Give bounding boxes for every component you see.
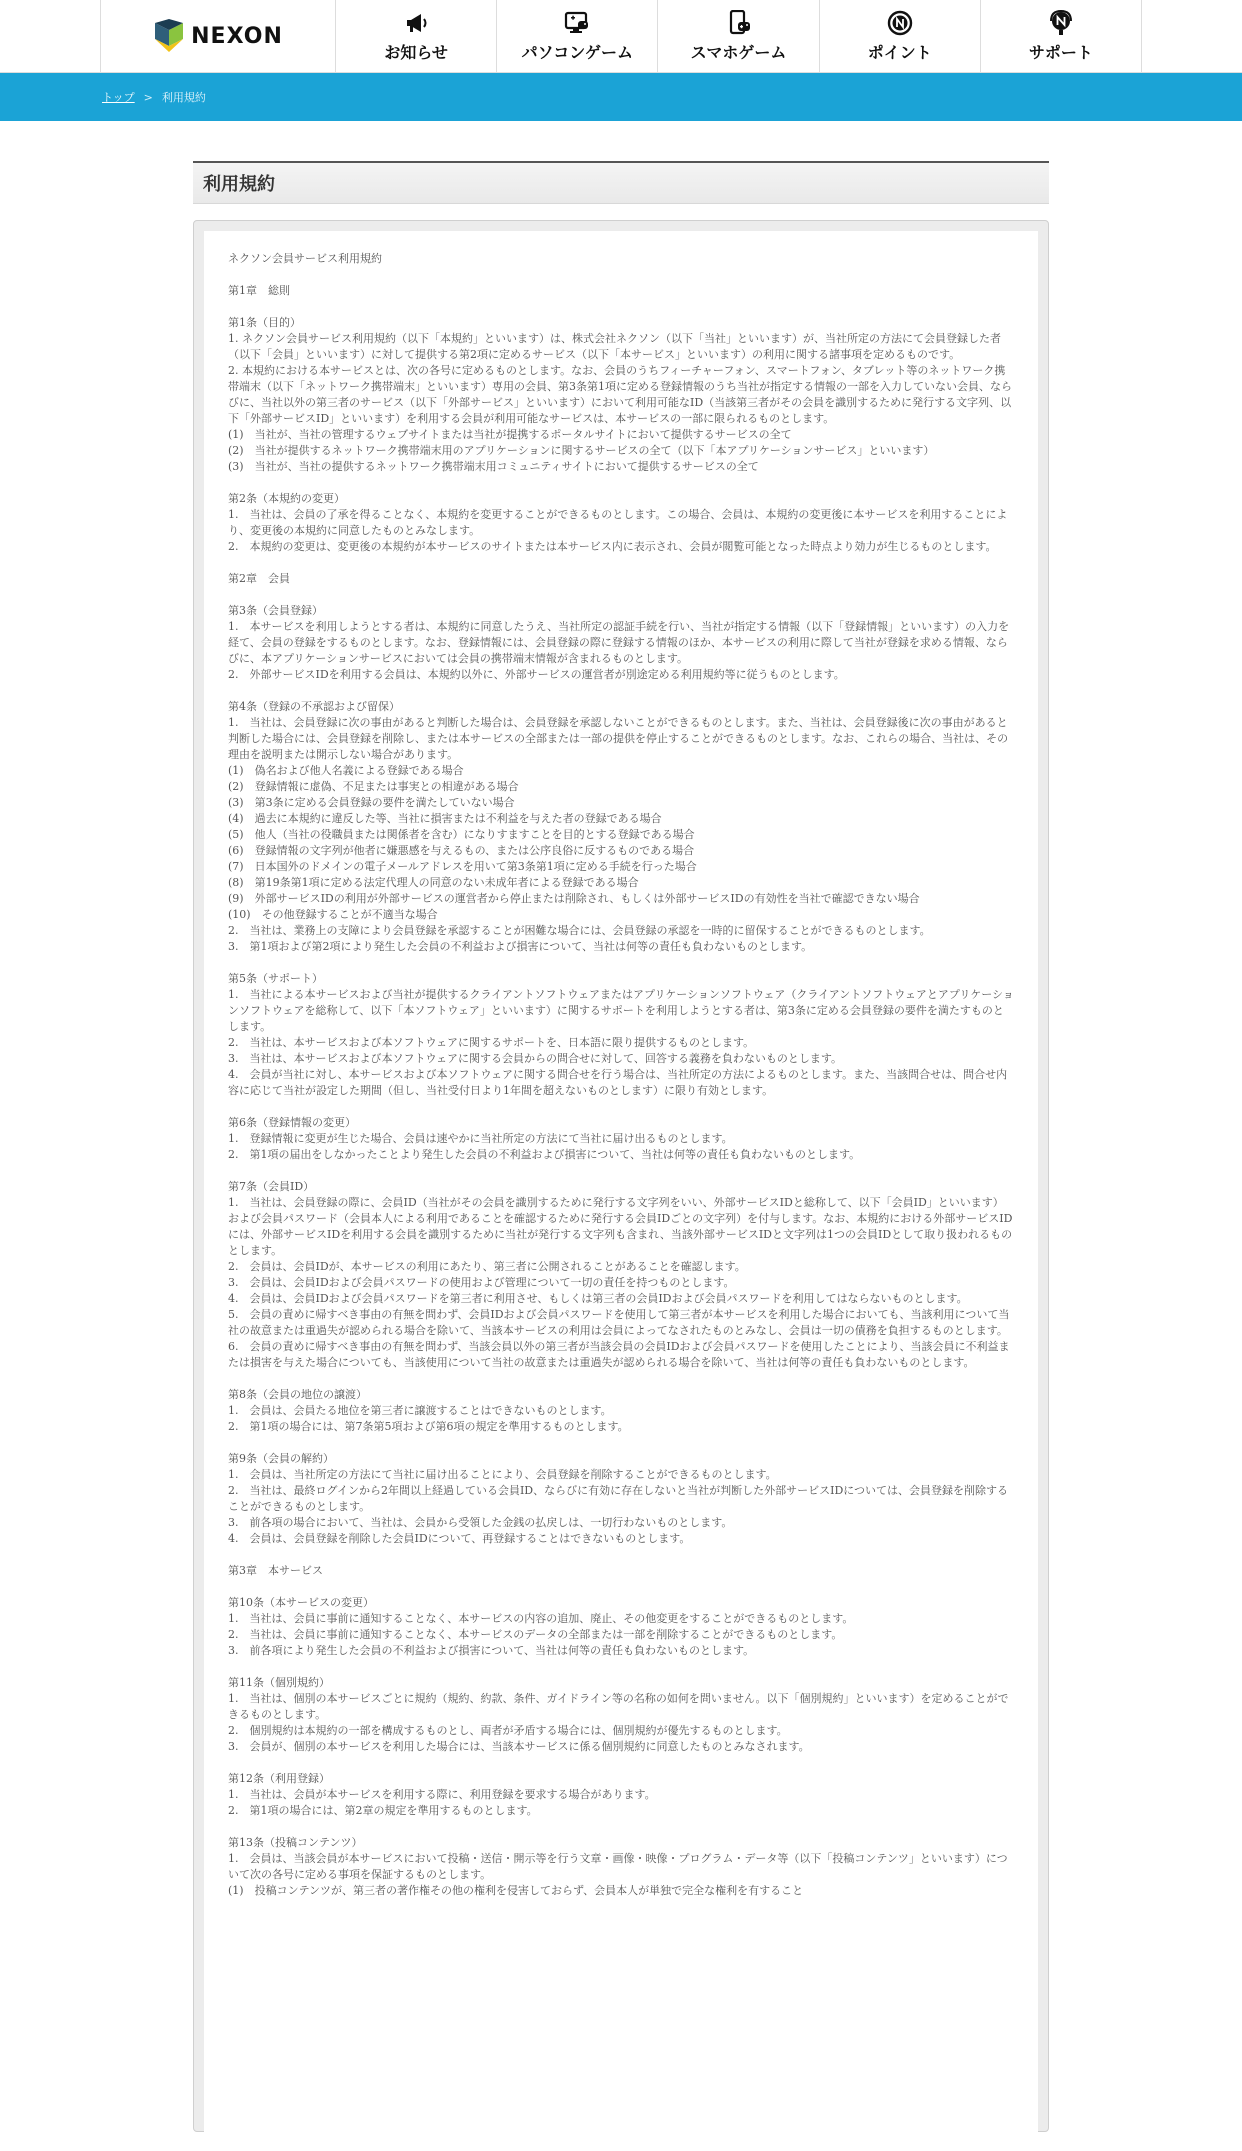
nav-points-label: ポイント <box>867 42 932 62</box>
logo-text: NEXON <box>191 23 283 49</box>
terms-paragraph: 1. 本サービスを利用しようとする者は、本規約に同意したうえ、当社所定の認証手続を行い、当社が指定する情報（以下「登録情報」といいます）の入力を経て、会員の登録をするものとします。なお、登録情報には、会員登録の際に登録する情報のほか、本サービスの利用に際して当社が登録を求める情報、ならびに、本アプリケーションサービスにおいては会員の携帯端末情報が含まれるものとします。 <box>228 620 1010 665</box>
breadcrumb-separator: > <box>143 90 153 104</box>
breadcrumb <box>100 73 1142 121</box>
terms-paragraph: (3) 当社が、当社の提供するネットワーク携帯端末用コミュニティサイトにおいて提供するサービスの全て <box>228 460 759 473</box>
terms-paragraph: (8) 第19条第1項に定める法定代理人の同意のない未成年者による登録である場合 <box>228 876 639 889</box>
terms-paragraph: (2) 当社が提供するネットワーク携帯端末用のアプリケーションに関するサービスの全て（以下「本アプリケーションサービス」といいます） <box>228 444 935 457</box>
header-inner <box>100 0 1142 72</box>
terms-paragraph: 6. 会員の責めに帰すべき事由の有無を問わず、当該会員以外の第三者が当該会員の会員IDおよび会員パスワードを使用したことにより、当該会員に不利益または損害を与えた場合についても、当該使用について当社の故意または重過失が認められる場合を除いて、当社は何等の責任も負わないものとします。 <box>228 1340 1010 1369</box>
terms-spacer <box>228 1435 1014 1451</box>
terms-paragraph: 1. 当社による本サービスおよび当社が提供するクライアントソフトウェアまたはアプリケーションソフトウェア（クライアントソフトウェアとアプリケーションソフトウェアを総称して、以下「本ソフトウェア」といいます）に関するサポートを利用しようとする者は、第3条に定める会員登録の要件を満たすものとします。 <box>228 988 1014 1033</box>
terms-paragraph: ネクソン会員サービス利用規約 <box>228 252 382 265</box>
terms-paragraph: (10) その他登録することが不適当な場合 <box>228 908 438 921</box>
terms-paragraph: 第3条（会員登録） <box>228 604 323 617</box>
terms-paragraph: 2. 個別規約は本規約の一部を構成するものとし、両者が矛盾する場合には、個別規約が優先するものとします。 <box>228 1724 788 1737</box>
terms-spacer <box>228 1755 1014 1771</box>
breadcrumb-top-link[interactable]: トップ <box>102 91 135 104</box>
terms-spacer <box>228 555 1014 571</box>
pc-game-icon <box>564 10 590 36</box>
terms-paragraph: 3. 当社は、本サービスおよび本ソフトウェアに関する会員からの問合せに対して、回答する義務を負わないものとします。 <box>228 1052 842 1065</box>
terms-spacer <box>228 587 1014 603</box>
megaphone-icon <box>403 10 429 36</box>
smartphone-game-icon <box>726 10 752 36</box>
terms-paragraph: 2. 当社は、業務上の支障により会員登録を承認することが困難な場合には、会員登録の承認を一時的に留保することができるものとします。 <box>228 924 931 937</box>
terms-paragraph: 第3章 本サービス <box>228 1564 323 1577</box>
terms-paragraph: 1. 会員は、会員たる地位を第三者に譲渡することはできないものとします。 <box>228 1404 612 1417</box>
terms-paragraph: 2. 当社は、会員に事前に通知することなく、本サービスのデータの全部または一部を削除することができるものとします。 <box>228 1628 843 1641</box>
terms-spacer <box>228 1579 1014 1595</box>
nav-pc-games-label: パソコンゲーム <box>521 42 633 62</box>
terms-paragraph: 2. 第1項の場合には、第2章の規定を準用するものとします。 <box>228 1804 538 1817</box>
terms-spacer <box>228 299 1014 315</box>
terms-paragraph: 1. 当社は、会員が本サービスを利用する際に、利用登録を要求する場合があります。 <box>228 1788 656 1801</box>
nexon-logo[interactable] <box>101 0 336 72</box>
nav-news[interactable] <box>336 0 497 72</box>
terms-spacer <box>228 1371 1014 1387</box>
terms-paragraph: 第6条（登録情報の変更） <box>228 1116 356 1129</box>
nav-smartphone-games[interactable] <box>658 0 819 72</box>
terms-box[interactable] <box>193 220 1049 2132</box>
terms-spacer <box>228 1659 1014 1675</box>
terms-paragraph: 第13条（投稿コンテンツ） <box>228 1836 363 1849</box>
terms-paragraph: (1) 当社が、当社の管理するウェブサイトまたは当社が提携するポータルサイトにおいて提供するサービスの全て <box>228 428 792 441</box>
terms-paragraph: 5. 会員の責めに帰すべき事由の有無を問わず、会員IDおよび会員パスワードを使用して第三者が本サービスを利用した場合においても、当該利用について当社の故意または重過失が認められる場合を除いて、当該本サービスの利用は会員によってなされたものとみなし、会員は一切の債務を負担するものとします。 <box>228 1308 1010 1337</box>
terms-paragraph: 4. 会員が当社に対し、本サービスおよび本ソフトウェアに関する問合せを行う場合は、当社所定の方法によるものとします。また、当該問合せは、問合せ内容に応じて当社が設定した期間（但し、当社受付日より1年間を超えないものとします）に限り有効とします。 <box>228 1068 1008 1097</box>
nav-points[interactable] <box>820 0 981 72</box>
terms-paragraph: 3. 会員が、個別の本サービスを利用した場合には、当該本サービスに係る個別規約に同意したものとみなされます。 <box>228 1740 810 1753</box>
support-icon <box>1048 10 1074 36</box>
terms-paragraph: 1. 当社は、会員登録の際に、会員ID（当社がその会員を識別するために発行する文字列をいい、外部サービスIDと総称して、以下「会員ID」といいます）および会員パスワード（会員本人による利用であることを確認するために発行する会員IDごとの文字列）を付与します。なお、本規約における外部サービスIDには、外部サービスIDを利用する会員を識別するために当社が発行する文字列も含まれ、当該外部サービスIDと文字列は1つの会員IDとして取り扱われるものとします。 <box>228 1196 1013 1257</box>
terms-paragraph: 第2条（本規約の変更） <box>228 492 345 505</box>
terms-paragraph: (2) 登録情報に虚偽、不足または事実との相違がある場合 <box>228 780 519 793</box>
terms-paragraph: 2. 本規約における本サービスとは、次の各号に定めるものとします。なお、会員のうちフィーチャーフォン、スマートフォン、タブレット等のネットワーク携帯端末（以下「ネットワーク携帯端末」といいます）専用の会員、第3条第1項に定める登録情報のうち当社が指定する情報の一部を入力していない会員、ならびに、当社以外の第三者のサービス（以下「外部サービス」といいます）において利用可能なID（当該第三者がその会員を識別するために発行する文字列、以下「外部サービスID」といいます）を利用する会員が利用可能なサービスは、本サービスの一部に限られるものとします。 <box>228 364 1012 425</box>
breadcrumb-current: 利用規約 <box>161 91 206 104</box>
nav-support-label: サポート <box>1028 42 1093 62</box>
terms-paragraph: 2. 会員は、会員IDが、本サービスの利用にあたり、第三者に公開されることがあることを確認します。 <box>228 1260 746 1273</box>
terms-spacer <box>228 475 1014 491</box>
nexon-logo-icon <box>153 19 187 53</box>
terms-spacer <box>228 1547 1014 1563</box>
nav-smartphone-games-label: スマホゲーム <box>690 42 787 62</box>
main-nav <box>336 0 1141 72</box>
terms-paragraph: 第10条（本サービスの変更） <box>228 1596 374 1609</box>
terms-paragraph: 1. 当社は、会員に事前に通知することなく、本サービスの内容の追加、廃止、その他変更をすることができるものとします。 <box>228 1612 854 1625</box>
terms-paragraph: 1. 当社は、会員の了承を得ることなく、本規約を変更することができるものとします。この場合、会員は、本規約の変更後に本サービスを利用することにより、変更後の本規約に同意したものとみなします。 <box>228 508 1008 537</box>
terms-spacer <box>228 1163 1014 1179</box>
terms-paragraph: 2. 当社は、最終ログインから2年間以上経過している会員ID、ならびに有効に存在しないと当社が判断した外部サービスIDについては、会員登録を削除することができるものとします。 <box>228 1484 1009 1513</box>
terms-paragraph: 第11条（個別規約） <box>228 1676 330 1689</box>
terms-text <box>204 231 1038 2151</box>
terms-paragraph: 第12条（利用登録） <box>228 1772 330 1785</box>
terms-spacer <box>228 1819 1014 1835</box>
terms-paragraph: 第7条（会員ID） <box>228 1180 315 1193</box>
terms-paragraph: 2. 第1項の届出をしなかったことより発生した会員の不利益および損害について、当社は何等の責任も負わないものとします。 <box>228 1148 861 1161</box>
terms-paragraph: 1. 会員は、当社所定の方法にて当社に届け出ることにより、会員登録を削除することができるものとします。 <box>228 1468 777 1481</box>
terms-paragraph: 3. 第1項および第2項により発生した会員の不利益および損害について、当社は何等の責任も負わないものとします。 <box>228 940 813 953</box>
terms-spacer <box>228 683 1014 699</box>
terms-paragraph: 第5条（サポート） <box>228 972 323 985</box>
breadcrumb-bar <box>0 73 1242 121</box>
main-content <box>193 161 1049 2132</box>
terms-paragraph: (6) 登録情報の文字列が他者に嫌悪感を与えるもの、または公序良俗に反するものである場合 <box>228 844 695 857</box>
terms-paragraph: 3. 前各項の場合において、当社は、会員から受領した金銭の払戻しは、一切行わないものとします。 <box>228 1516 733 1529</box>
terms-paragraph: (9) 外部サービスIDの利用が外部サービスの運営者から停止または削除され、もしくは外部サービスIDの有効性を当社で確認できない場合 <box>228 892 920 905</box>
terms-paragraph: 4. 会員は、会員IDおよび会員パスワードを第三者に利用させ、もしくは第三者の会員IDおよび会員パスワードを利用してはならないものとします。 <box>228 1292 968 1305</box>
terms-spacer <box>228 1099 1014 1115</box>
terms-paragraph: 4. 会員は、会員登録を削除した会員IDについて、再登録することはできないものとします。 <box>228 1532 691 1545</box>
nexon-point-icon <box>887 10 913 36</box>
terms-paragraph: 第9条（会員の解約） <box>228 1452 334 1465</box>
page-title: 利用規約 <box>193 161 1049 204</box>
terms-paragraph: (5) 他人（当社の役職員または関係者を含む）になりすますことを目的とする登録である場合 <box>228 828 695 841</box>
terms-paragraph: 第8条（会員の地位の譲渡） <box>228 1388 367 1401</box>
terms-paragraph: 1. 当社は、個別の本サービスごとに規約（規約、約款、条件、ガイドライン等の名称の如何を問いません。以下「個別規約」といいます）を定めることができるものとします。 <box>228 1692 1009 1721</box>
terms-paragraph: (7) 日本国外のドメインの電子メールアドレスを用いて第3条第1項に定める手続を行った場合 <box>228 860 697 873</box>
terms-paragraph: 1. 会員は、当該会員が本サービスにおいて投稿・送信・開示等を行う文章・画像・映像・プログラム・データ等（以下「投稿コンテンツ」といいます）について次の各号に定める事項を保証するものとします。 <box>228 1852 1008 1881</box>
terms-paragraph: 2. 第1項の場合には、第7条第5項および第6項の規定を準用するものとします。 <box>228 1420 629 1433</box>
site-header <box>0 0 1242 73</box>
terms-paragraph: 2. 当社は、本サービスおよび本ソフトウェアに関するサポートを、日本語に限り提供するものとします。 <box>228 1036 755 1049</box>
terms-paragraph: 第4条（登録の不承認および留保） <box>228 700 400 713</box>
nav-support[interactable] <box>981 0 1141 72</box>
terms-paragraph: 1. 当社は、会員登録に次の事由があると判断した場合は、会員登録を承認しないことができるものとします。また、当社は、会員登録後に次の事由があると判断した場合には、会員登録を削除し、または本サービスの全部または一部の提供を停止することができるものとします。なお、これらの場合、当社は、その理由を説明または開示しない場合があります。 <box>228 716 1009 761</box>
terms-paragraph: (3) 第3条に定める会員登録の要件を満たしていない場合 <box>228 796 515 809</box>
terms-paragraph: 3. 前各項により発生した会員の不利益および損害について、当社は何等の責任も負わないものとします。 <box>228 1644 755 1657</box>
nav-pc-games[interactable] <box>497 0 658 72</box>
terms-spacer <box>228 267 1014 283</box>
terms-paragraph: 1. ネクソン会員サービス利用規約（以下「本規約」といいます）は、株式会社ネクソン（以下「当社」といいます）が、当社所定の方法にて会員登録した者（以下「会員」といいます）に対して提供する第2項に定めるサービス（以下「本サービス」といいます）の利用に関する諸事項を定めるものです。 <box>228 332 1001 361</box>
terms-paragraph: 2. 本規約の変更は、変更後の本規約が本サービスのサイトまたは本サービス内に表示され、会員が閲覧可能となった時点より効力が生じるものとします。 <box>228 540 997 553</box>
terms-paragraph: (1) 投稿コンテンツが、第三者の著作権その他の権利を侵害しておらず、会員本人が単独で完全な権利を有すること <box>228 1884 804 1897</box>
terms-spacer <box>228 955 1014 971</box>
terms-paragraph: 2. 外部サービスIDを利用する会員は、本規約以外に、外部サービスの運営者が別途定める利用規約等に従うものとします。 <box>228 668 845 681</box>
nav-news-label: お知らせ <box>384 42 448 62</box>
terms-paragraph: 1. 登録情報に変更が生じた場合、会員は速やかに当社所定の方法にて当社に届け出るものとします。 <box>228 1132 733 1145</box>
terms-paragraph: 第1条（目的） <box>228 316 301 329</box>
terms-paragraph: 3. 会員は、会員IDおよび会員パスワードの使用および管理について一切の責任を持つものとします。 <box>228 1276 735 1289</box>
terms-paragraph: 第2章 会員 <box>228 572 290 585</box>
terms-paragraph: (1) 偽名および他人名義による登録である場合 <box>228 764 464 777</box>
terms-paragraph: 第1章 総則 <box>228 284 290 297</box>
terms-paragraph: (4) 過去に本規約に違反した等、当社に損害または不利益を与えた者の登録である場合 <box>228 812 662 825</box>
